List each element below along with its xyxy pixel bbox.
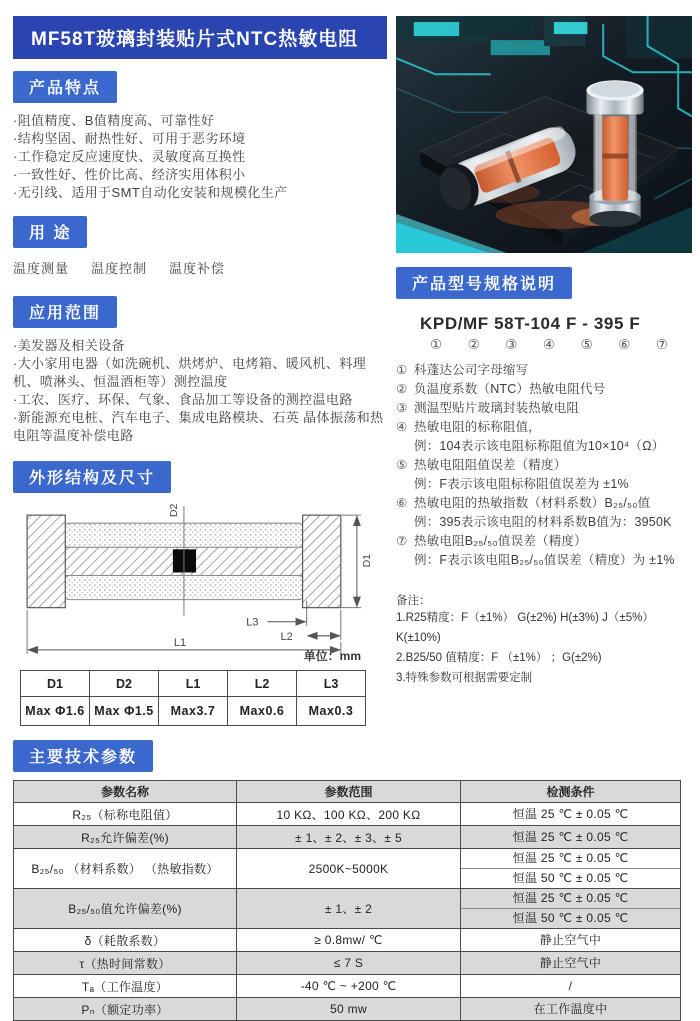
model-spec-item xyxy=(396,532,692,570)
param-name: B₂₅/₅₀值允许偏差(%) xyxy=(14,889,237,929)
dim-label-l1: L1 xyxy=(173,636,187,649)
feature-item: ·阻值精度、B值精度高、可靠性好 xyxy=(13,113,215,128)
model-spec-item xyxy=(396,399,692,418)
model-spec-item xyxy=(396,418,692,456)
dimension-drawing xyxy=(13,503,375,664)
condition-line: / xyxy=(568,978,573,993)
condition-line: 静止空气中 xyxy=(539,955,602,970)
dims-header-cell: L1 xyxy=(159,671,228,697)
usage-term: 温度控制 xyxy=(91,261,148,276)
features-badge: 产品特点 xyxy=(13,71,117,103)
spec-text xyxy=(396,456,692,475)
spec-text xyxy=(396,418,692,437)
spec-text xyxy=(396,399,692,418)
tech-row xyxy=(14,929,681,952)
dims-value-cell: Max0.6 xyxy=(228,697,297,726)
param-name: R₂₅允许偏差(%) xyxy=(14,826,237,849)
notes-list xyxy=(396,608,692,688)
tech-row xyxy=(14,849,681,889)
param-range: ± 1、± 2 xyxy=(237,889,461,929)
dims-header-cell: L2 xyxy=(228,671,297,697)
unit-label: 单位：mm xyxy=(303,649,361,663)
spec-text xyxy=(396,380,692,399)
usage-badge: 用 途 xyxy=(13,216,87,248)
application-list xyxy=(13,337,387,445)
dim-label-l3: L3 xyxy=(246,616,259,629)
tech-section xyxy=(13,740,692,1021)
param-name: δ（耗散系数） xyxy=(14,929,237,952)
param-range: 2500K~5000K xyxy=(237,849,461,889)
param-range: 10 KΩ、100 KΩ、200 KΩ xyxy=(237,803,461,826)
spec-marker: ① xyxy=(396,363,408,377)
spec-marker: ② xyxy=(396,382,408,396)
dim-label-l2: L2 xyxy=(280,630,293,643)
param-condition xyxy=(461,998,681,1021)
param-range: ≤ 7 S xyxy=(237,952,461,975)
dims-value-row xyxy=(21,697,366,726)
dims-value-cell: Max Φ1.5 xyxy=(90,697,159,726)
dims-value-cell: Max0.3 xyxy=(297,697,366,726)
left-column xyxy=(13,16,387,726)
condition-line: 恒温 25 ℃ ± 0.05 ℃ xyxy=(512,851,629,865)
model-spec-badge: 产品型号规格说明 xyxy=(396,267,572,299)
param-range: ± 1、± 2、± 3、± 5 xyxy=(237,826,461,849)
condition-line: 恒温 50 ℃ ± 0.05 ℃ xyxy=(461,868,680,888)
param-name: Tₐ（工作温度） xyxy=(14,975,237,998)
thermistor-outline-diagram xyxy=(13,503,375,656)
spec-marker: ⑤ xyxy=(396,458,408,472)
param-condition xyxy=(461,826,681,849)
condition-line: 静止空气中 xyxy=(539,932,602,947)
circled-digit: ① xyxy=(430,337,443,352)
dims-value-cell: Max Φ1.6 xyxy=(21,697,90,726)
param-range: 50 mw xyxy=(237,998,461,1021)
param-range: -40 ℃ ~ +200 ℃ xyxy=(237,975,461,998)
param-condition xyxy=(461,889,681,929)
spec-label: 科蓬达公司字母缩写 xyxy=(414,363,529,377)
model-digit-row xyxy=(430,337,668,353)
circled-digit: ⑥ xyxy=(618,337,631,352)
tech-badge: 主要技术参数 xyxy=(13,740,153,772)
tech-row xyxy=(14,889,681,929)
spec-label: 测温型贴片玻璃封装热敏电阻 xyxy=(414,401,580,415)
param-condition xyxy=(461,849,681,889)
dims-value-cell: Max3.7 xyxy=(159,697,228,726)
tech-row xyxy=(14,803,681,826)
applications-badge: 应用范围 xyxy=(13,296,117,328)
circled-digit: ② xyxy=(467,337,480,352)
spec-label: 热敏电阻阻值误差（精度） xyxy=(414,458,567,472)
note-line: 3.特殊参数可根据需要定制 xyxy=(396,672,533,684)
condition-line: 恒温 25 ℃ ± 0.05 ℃ xyxy=(512,806,629,821)
param-name: R₂₅（标称电阻值） xyxy=(14,803,237,826)
condition-line: 恒温 25 ℃ ± 0.05 ℃ xyxy=(512,829,629,844)
model-spec-list xyxy=(396,361,692,570)
tech-header-cell: 参数名称 xyxy=(14,781,237,803)
param-name: τ（热时间常数） xyxy=(14,952,237,975)
feature-item: ·无引线、适用于SMT自动化安装和规模化生产 xyxy=(13,185,288,200)
circled-digit: ⑦ xyxy=(655,337,668,352)
param-condition xyxy=(461,952,681,975)
spec-marker: ⑥ xyxy=(396,496,408,510)
note-line: 2.B25/50 值精度：F （±1%） ；G(±2%) xyxy=(396,652,602,664)
application-item: ·美发器及相关设备 xyxy=(13,338,125,353)
application-item: ·大小家用电器（如洗碗机、烘烤炉、电烤箱、暖风机、料理机、喷淋头、恒温酒柜等）测控温度 xyxy=(13,356,367,389)
param-condition xyxy=(461,929,681,952)
feature-item: ·结构坚固、耐热性好、可用于恶劣环境 xyxy=(13,131,246,146)
param-range: ≥ 0.8mw/ ℃ xyxy=(237,929,461,952)
param-name: Pₙ（额定功率） xyxy=(14,998,237,1021)
tech-row xyxy=(14,952,681,975)
application-item: ·新能源充电桩、汽车电子、集成电路模块、石英 晶体振荡和热电阻等温度补偿电路 xyxy=(13,410,384,443)
circled-digit: ③ xyxy=(505,337,518,352)
tech-parameters-table xyxy=(13,780,681,1021)
dims-header-cell: L3 xyxy=(297,671,366,697)
spec-label: 热敏电阻的热敏指数（材料系数）B₂₅/₅₀值 xyxy=(414,496,651,510)
usage-term: 温度测量 xyxy=(13,261,70,276)
spec-example: 例：F表示该电阻B₂₅/₅₀值误差（精度）为 ±1% xyxy=(414,553,675,567)
spec-text xyxy=(396,532,692,551)
top-columns xyxy=(13,16,692,726)
page-title: MF58T玻璃封装贴片式NTC热敏电阻 xyxy=(13,16,387,59)
right-column xyxy=(396,16,692,726)
condition-line: 在工作温度中 xyxy=(533,1001,608,1016)
notes-block xyxy=(396,592,692,688)
tech-header-row xyxy=(14,781,681,803)
product-photo xyxy=(396,16,692,253)
condition-line: 恒温 50 ℃ ± 0.05 ℃ xyxy=(461,908,680,928)
dims-header-cell: D1 xyxy=(21,671,90,697)
model-spec-item xyxy=(396,494,692,532)
model-spec-item xyxy=(396,456,692,494)
spec-text xyxy=(396,361,692,380)
param-condition xyxy=(461,975,681,998)
standing-thermistor xyxy=(586,80,643,227)
model-number: KPD/MF 58T-104 F - 395 F xyxy=(420,314,641,333)
spec-marker: ⑦ xyxy=(396,534,408,548)
notes-title: 备注： xyxy=(396,595,431,607)
spec-marker: ④ xyxy=(396,420,408,434)
tech-row xyxy=(14,975,681,998)
tech-header-cell: 参数范围 xyxy=(237,781,461,803)
tech-header-cell: 检测条件 xyxy=(461,781,681,803)
dim-label-d2: D2 xyxy=(167,503,180,518)
feature-item: ·工作稳定反应速度快、灵敏度高互换性 xyxy=(13,149,246,164)
application-item: ·工农、医疗、环保、气象、食品加工等设备的测控温电路 xyxy=(13,392,353,407)
dimensions-badge: 外形结构及尺寸 xyxy=(13,461,171,493)
note-line: 1.R25精度：F（±1%） G(±2%) H(±3%) J（±5%） K(±10%) xyxy=(396,612,654,644)
dim-label-d1: D1 xyxy=(360,553,373,568)
spec-marker: ③ xyxy=(396,401,408,415)
tech-row xyxy=(14,826,681,849)
dims-header-row xyxy=(21,671,366,697)
spec-label: 热敏电阻B₂₅/₅₀值误差（精度） xyxy=(414,534,587,548)
feature-item: ·一致性好、性价比高、经济实用体积小 xyxy=(13,167,246,182)
dimensions-table xyxy=(20,670,366,726)
model-spec-item xyxy=(396,361,692,380)
spec-label: 负温度系数（NTC）热敏电阻代号 xyxy=(414,382,606,396)
param-name: B₂₅/₅₀ （材料系数） （热敏指数） xyxy=(14,849,237,889)
circled-digit: ④ xyxy=(542,337,556,352)
circled-digit: ⑤ xyxy=(580,337,593,352)
spec-text xyxy=(396,494,692,513)
dims-header-cell: D2 xyxy=(90,671,159,697)
spec-example: 例：104表示该电阻标称阻值为10×10⁴（Ω） xyxy=(414,439,665,453)
param-condition xyxy=(461,803,681,826)
tech-row xyxy=(14,998,681,1021)
spec-example: 例：F表示该电阻标称阻值误差为 ±1% xyxy=(414,477,629,491)
feature-list xyxy=(13,112,387,202)
model-spec-item xyxy=(396,380,692,399)
spec-example: 例：395表示该电阻的材料系数B值为：3950K xyxy=(414,515,672,529)
spec-label: 热敏电阻的标称阻值， xyxy=(414,420,542,434)
usage-list xyxy=(13,258,387,278)
condition-line: 恒温 25 ℃ ± 0.05 ℃ xyxy=(512,891,629,905)
usage-term: 温度补偿 xyxy=(169,261,226,276)
thermistor-photo-illustration xyxy=(396,16,692,253)
